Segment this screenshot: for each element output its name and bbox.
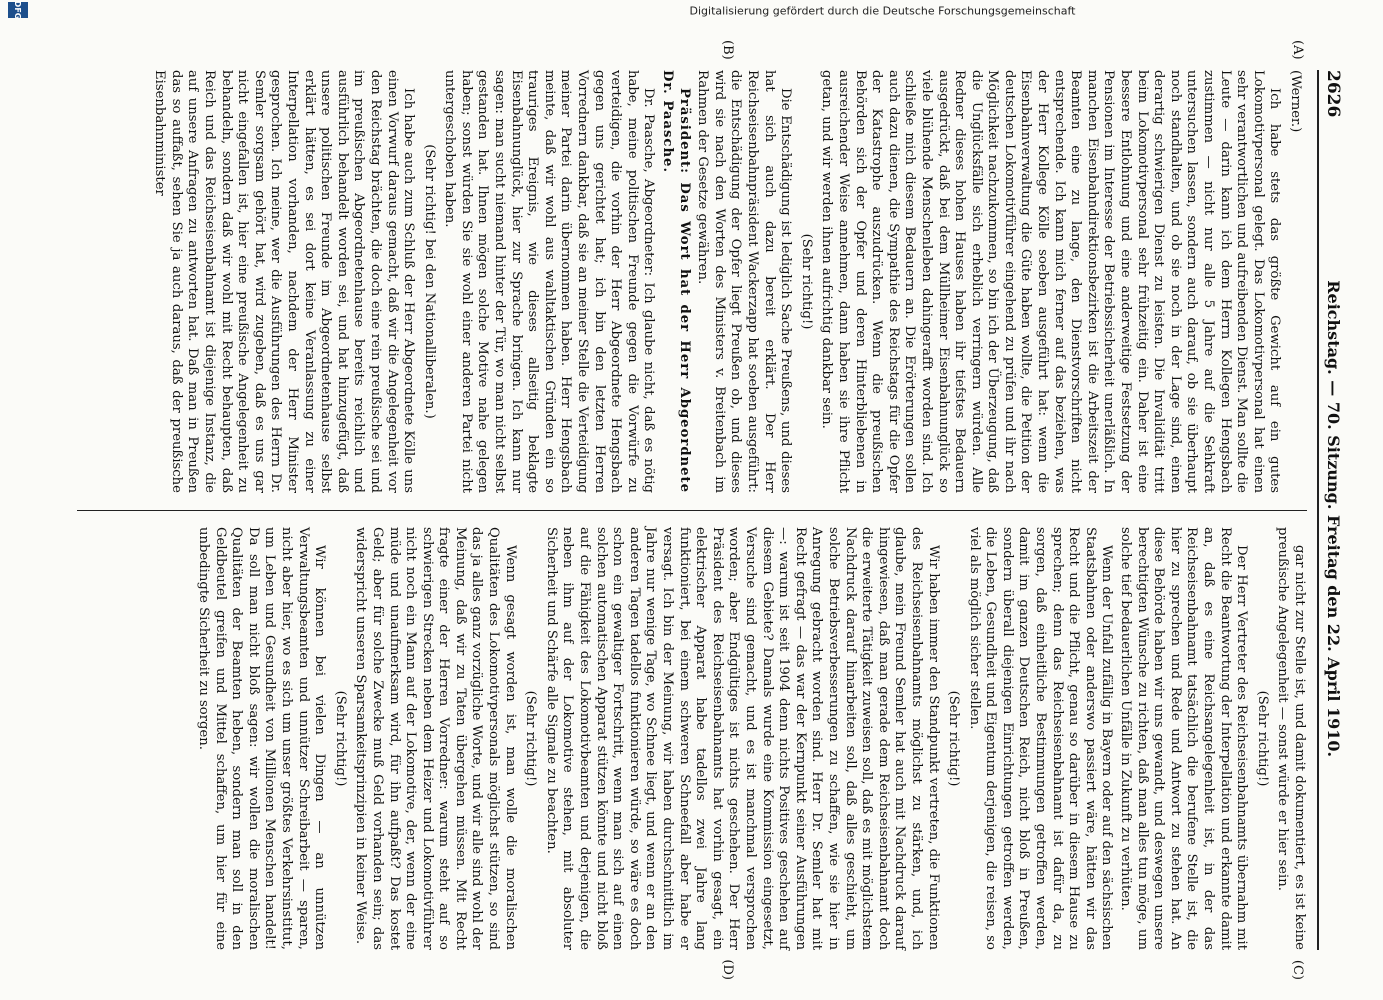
paragraph: Der Herr Vertreter des Reichseisenbahnamts übernahm mit Recht die Beantwortung der Interpellation und erkannte damit an, daß es eine Reichsangelegenheit ist, in der das Reichseisenbahnamt tatsächlich die berufene Stelle ist, die hier zu sprechen und Rede und Antwort zu stehen hat. An diese Behörde haben wir uns gewandt, und deswegen unsere berechtigten Wünsche zu richten, daß man alles tun möge, um solche tief bedauerlichen Unfälle in Zukunft zu verhüten. [1118,527,1250,950]
paragraph: Wir haben immer den Standpunkt vertreten, die Funktionen des Reichseisenbahnamts möglichst zu stärken, und, ich glaube, mein Freund Semler hat auch mit Nachdruck darauf hingewiesen, daß man gerade dem Reichseisenbahnamt doch die erweiterte Tätigkeit zuweisen soll, daß es mit möglichstem Nachdruck darauf hinarbeiten soll, daß alles geschieht, um solche Betriebsverbesserungen zu schaffen, wie sie hier in Anregung gebracht worden sind. Herr Dr. Semler hat mit Recht gefragt — das war der Kernpunkt seiner Ausführungen —: warum ist seit 1904 denn nichts Positives geschehen auf diesem Gebiete? Damals wurde eine Kommission eingesetzt, Versuche sind gemacht, und es ist manchmal versprochen worden; aber Endgültiges ist nichts geschehen. Der Herr Präsident des Reichseisenbahnamts hat vorhin gesagt, ein elektrischer Apparat habe tadellos zwei Jahre lang funktioniert, bei einem schweren Schneefall aber habe er versagt. Ich bin der Meinung, wir haben durchschnittlich im Jahre nur wenige Tage, wo Schnee liegt, und wenn er an den anderen Tagen tadellos funktionieren würde, so wäre es doch schon ein gewaltiger Fortschritt, wenn man sich auf einen solchen automatischen Apparat stützen könnte und nicht bloß auf die Fähigkeit des Lokomotivbeamten und derjenigen, die neben ihm auf der Lokomotive stehen, mit absoluter Sicherheit und Schärfe alle Signale zu beachten. [543,527,941,950]
interjection: (Sehr richtig!) [332,690,348,787]
margin-marker-b: (B) [720,40,735,60]
interjection: (Sehr richtig!) [523,690,539,787]
paragraph: Ich habe stets das größte Gewicht auf ein gutes Lokomotivpersonal gelegt. Das Lokomotivpersonal hat einen sehr verantwortlichen und aufreibenden Dienst. Man sollte die Leute — darin kann ich dem Herrn Kollegen Hengsbach zustimmen — nicht nur alle 5 Jahre auf die Sehkraft untersuchen lassen, sondern auch darauf, ob sie überhaupt noch standhalten, und ob sie noch in der Lage sind, einen derartig schwierigen Dienst zu leisten. Die Invalidität tritt beim Lokomotivpersonal sehr frühzeitig ein. Daher ist eine bessere Entlohnung und eine anderweitige Festsetzung der Pensionen im Interesse der Betriebssicherheit unerläßlich. In manchen Eisenbahndirektionsbezirken ist die Arbeitszeit der Beamten eine zu lange, den Dienstvorschriften nicht entsprechende. Ich kann mich ferner auf das beziehen, was der Herr Kollege Kölle soeben ausgeführt hat: wenn die Eisenbahnverwaltung die Güte haben wollte, die Petition der deutschen Lokomotivführer eingehend zu prüfen und ihr nach Möglichkeit nachzukommen, so bin ich der Überzeugung, daß die Unglücksfälle sich erheblich verringern würden. Alle Redner dieses hohen Hauses haben ihr tiefstes Bedauern ausgedrückt, daß bei dem Müllheimer Eisenbahnunglück so viele blühende Menschenleben dahingerafft worden sind. Ich schließe mich diesem Bedauern an. Die Erörterungen sollen auch dazu dienen, die Sympathie des Reichstags für die Opfer der Katastrophe auszudrücken. Wenn die preußischen Behörden sich der Opfer und deren Hinterbliebenen in ausreichender Weise annehmen, dann haben sie ihre Pflicht getan, und wir werden ihnen aufrichtig dankbar sein. [819,70,1283,493]
interjection: (Sehr richtig!) [1254,690,1270,787]
paragraph: Wenn der Unfall zufällig in Bayern oder auf den sächsischen Staatsbahnen oder anderswo passiert wäre, hätten wir das Recht und die Pflicht, genau so darüber in diesem Hause zu sprechen; denn das Reichseisenbahnamt ist dafür da, zu sorgen, daß einheitliche Bestimmungen getroffen werden, damit im ganzen Deutschen Reich, nicht bloß in Preußen, sondern überall diejenigen Einrichtungen getroffen werden, die Leben, Gesundheit und Eigentum derjenigen, die reisen, so viel als möglich sicher stellen. [966,527,1115,950]
paragraph: gar nicht zur Stelle ist, und damit dokumentiert, es ist keine preußische Angelegenheit — sonst würde er hier sein. [1275,527,1307,950]
interjection: (Sehr richtig!) [946,690,962,787]
interjection: (Sehr richtig!) [798,233,814,330]
margin-marker-c: (C) [1290,959,1305,980]
page-number: 2626 [1323,70,1343,118]
paragraph: Die Entschädigung ist lediglich Sache Preußens, und dieses hat sich auch dazu bereit erklärt. Der Herr Reichseisenbahnpräsident Wackerzapp hat soeben ausgeführt: die Entschädigung der Opfer liegt Preußen ob, und dieses wird sie nach den Worten des Ministers v. Breitenbach im Rahmen der Gesetze gewähren. [695,70,794,493]
paragraph: Dr. Paasche, Abgeordneter: Ich glaube nicht, daß es nötig habe, meine politischen Freunde gegen die Vorwürfe zu verteidigen, die vorhin der Herr Abgeordnete Hengsbach gegen uns gerichtet hat; ich bin den letzten Herren Vorrednern dankbar, daß sie an meiner Stelle die Verteidigung meiner Partei darin übernommen haben. Herr Hengsbach meinte, daß wir wohl aus wahltaktischen Gründen ein so trauriges Ereignis, wie dieses allseitig beklagte Eisenbahnunglück, hier zur Sprache bringen. Ich kann nur sagen: man sucht niemand hinter der Tür, wo man nicht selbst gestanden hat. Ihnen mögen solche Motive nahe gelegen haben; sonst würden Sie sie wohl einer anderen Partei nicht untergeschoben haben. [442,70,657,493]
digitization-note [383,0,1383,22]
page-header [1317,70,1343,950]
president-statement: Präsident: Das Wort hat der Herr Abgeordnete Dr. Paasche. [660,70,692,493]
margin-marker-a: (A) [1290,40,1305,60]
paragraph: Ich habe auch zum Schluß der Herr Abgeordnete Kölle uns einen Vorwurf daraus gemacht, daß wir die Angelegenheit vor den Reichstag brächten, die doch eine rein preußische sei und im preußischen Abgeordnetenhause bereits reichlich und ausführlich behandelt worden sei, und hat hinzugefügt, daß unsere politischen Freunde im Abgeordnetenhause selbst erklärt hätten, es sei dort keine Veranlassung zu einer Interpellation vorhanden, nachdem der Herr Minister gesprochen. Ich meine, wer die Ausführungen des Herrn Dr. Semler sorgsam gehört hat, wird zugeben, daß es uns gar nicht eingefallen ist, hier eine preußische Angelegenheit zu behandeln, sondern daß wir wohl mit Recht behaupten, daß Reich und das Reichseisenbahnamt ist diejenige Instanz, die auf unsere Anfragen zu antworten hat. Daß man in Preußen das so auffaßt, sehen Sie ja auch daraus, daß der preußische Eisenbahnminister [152,70,417,493]
left-column [77,40,1307,493]
right-column [77,527,1307,980]
running-title: Reichstag. — 70. Sitzung. Freitag den 22. April 1910. [1324,280,1343,758]
margin-marker-d: (D) [720,959,735,980]
document-page [43,40,1343,980]
speaker-name: (Werner.) [1288,70,1303,133]
paragraph: Wenn gesagt worden ist, man wolle die moralischen Qualitäten des Lokomotivpersonals möglichst stützen, so sind das ja alles ganz vorzügliche Worte, und wir alle sind wohl der Meinung, daß wir zu Taten übergehen müssen. Mit Recht fragte einer der Herren Vorredner: warum steht auf so schwierigen Strecken neben dem Heizer und Lokomotivführer nicht noch ein Mann auf der Lokomotive, der, wenn der eine müde und unaufmerksam wird, für ihn aufpaßt? Das kostet Geld; aber für solche Zwecke muß Geld vorhanden sein; das widerspricht unseren Sparsamkeitsprinzipien in keiner Weise. [353,527,518,950]
interjection: (Sehr richtig! bei den Nationalliberalen.) [421,144,437,419]
dfg-logo-icon: DFG [8,2,28,18]
digitization-note-text: Digitalisierung gefördert durch die Deutsche Forschungsgemeinschaft [690,4,1076,18]
paragraph: Wir können bei vielen Dingen — an unnützen Verwaltungsbeamten und unnützer Schreibarbeit — sparen, nicht aber hier, wo es sich um unser größtes Verkehrsinstitut, um Leben und Gesundheit von Millionen Menschen handelt! Da soll man nicht bloß sagen: wir wollen die moralischen Qualitäten der Beamten heben, sondern man soll in den Geldbeutel greifen und Mittel schaffen, um hier für eine unbedingte Sicherheit zu sorgen. [196,527,328,950]
text-columns [77,40,1307,980]
